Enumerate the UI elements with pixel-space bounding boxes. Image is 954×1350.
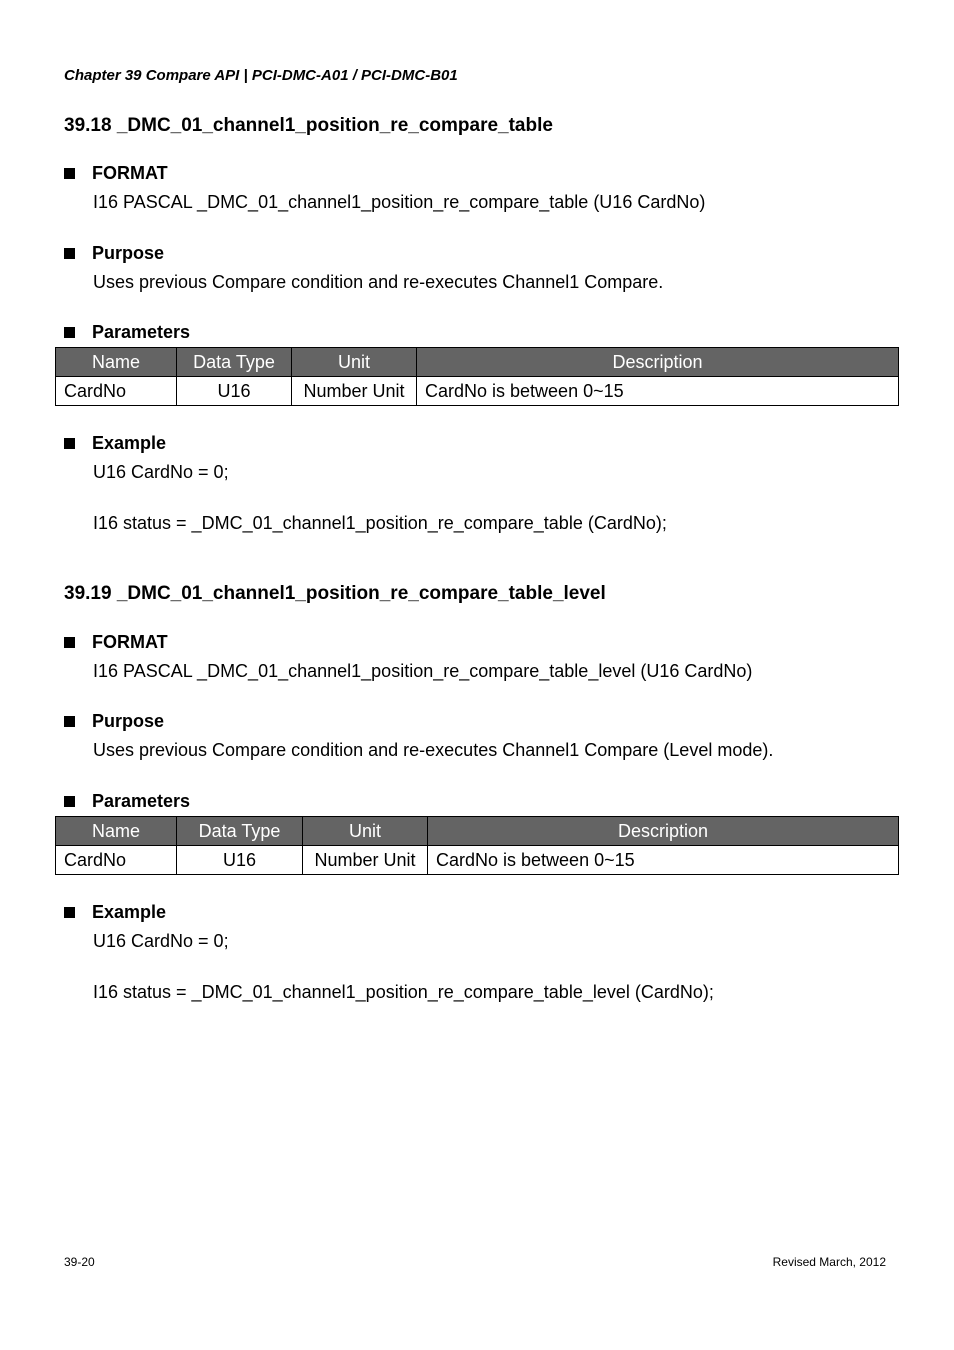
example-label: Example: [92, 902, 167, 922]
purpose-text: Uses previous Compare condition and re-executes Channel1 Compare.: [93, 272, 664, 292]
header-name: Name: [56, 817, 177, 846]
purpose-heading: [64, 243, 164, 264]
bullet-square-icon: [64, 796, 75, 807]
format-text: I16 PASCAL _DMC_01_channel1_position_re_compare_table (U16 CardNo): [93, 192, 706, 212]
parameters-heading: [64, 322, 190, 343]
purpose-label: Purpose: [92, 711, 165, 731]
table-row: [56, 377, 899, 406]
example-line-1: U16 CardNo = 0;: [93, 931, 229, 951]
table-row: [56, 846, 899, 875]
cell-unit: Number Unit: [292, 377, 417, 406]
cell-unit: Number Unit: [303, 846, 428, 875]
cell-data-type: U16: [177, 846, 303, 875]
header-description: Description: [417, 348, 899, 377]
cell-name: CardNo: [56, 377, 177, 406]
parameters-heading: [64, 791, 190, 812]
header-name: Name: [56, 348, 177, 377]
header-data-type: Data Type: [177, 817, 303, 846]
format-label: FORMAT: [92, 632, 168, 652]
bullet-square-icon: [64, 438, 75, 449]
section-title-39-19: 39.19 _DMC_01_channel1_position_re_compare_table_level: [64, 583, 606, 604]
cell-description: CardNo is between 0~15: [417, 377, 899, 406]
parameters-label: Parameters: [92, 322, 191, 342]
example-line-2: I16 status = _DMC_01_channel1_position_re_compare_table_level (CardNo);: [93, 982, 714, 1002]
section-title-39-18: 39.18 _DMC_01_channel1_position_re_compare_table: [64, 115, 553, 136]
example-line-2: I16 status = _DMC_01_channel1_position_re_compare_table (CardNo);: [93, 513, 667, 533]
example-label: Example: [92, 433, 167, 453]
format-heading: [64, 632, 168, 653]
bullet-square-icon: [64, 716, 75, 727]
table-header-row: [56, 348, 899, 377]
bullet-square-icon: [64, 168, 75, 179]
format-heading: [64, 163, 168, 184]
header-unit: Unit: [292, 348, 417, 377]
page-number: 39-20: [64, 1255, 95, 1269]
format-label: FORMAT: [92, 163, 168, 183]
header-data-type: Data Type: [177, 348, 292, 377]
header-unit: Unit: [303, 817, 428, 846]
header-description: Description: [428, 817, 899, 846]
bullet-square-icon: [64, 327, 75, 338]
parameters-table: [55, 816, 899, 875]
parameters-table: [55, 347, 899, 406]
example-heading: [64, 902, 166, 923]
table-header-row: [56, 817, 899, 846]
example-heading: [64, 433, 166, 454]
purpose-label: Purpose: [92, 243, 165, 263]
format-text: I16 PASCAL _DMC_01_channel1_position_re_compare_table_level (U16 CardNo): [93, 661, 753, 681]
parameters-label: Parameters: [92, 791, 191, 811]
cell-description: CardNo is between 0~15: [428, 846, 899, 875]
cell-data-type: U16: [177, 377, 292, 406]
revision-date: Revised March, 2012: [772, 1255, 886, 1269]
purpose-text: Uses previous Compare condition and re-executes Channel1 Compare (Level mode).: [93, 740, 774, 760]
example-line-1: U16 CardNo = 0;: [93, 462, 229, 482]
purpose-heading: [64, 711, 164, 732]
bullet-square-icon: [64, 907, 75, 918]
bullet-square-icon: [64, 637, 75, 648]
chapter-header: Chapter 39 Compare API | PCI-DMC-A01 / PCI-DMC-B01: [64, 67, 458, 84]
cell-name: CardNo: [56, 846, 177, 875]
bullet-square-icon: [64, 248, 75, 259]
